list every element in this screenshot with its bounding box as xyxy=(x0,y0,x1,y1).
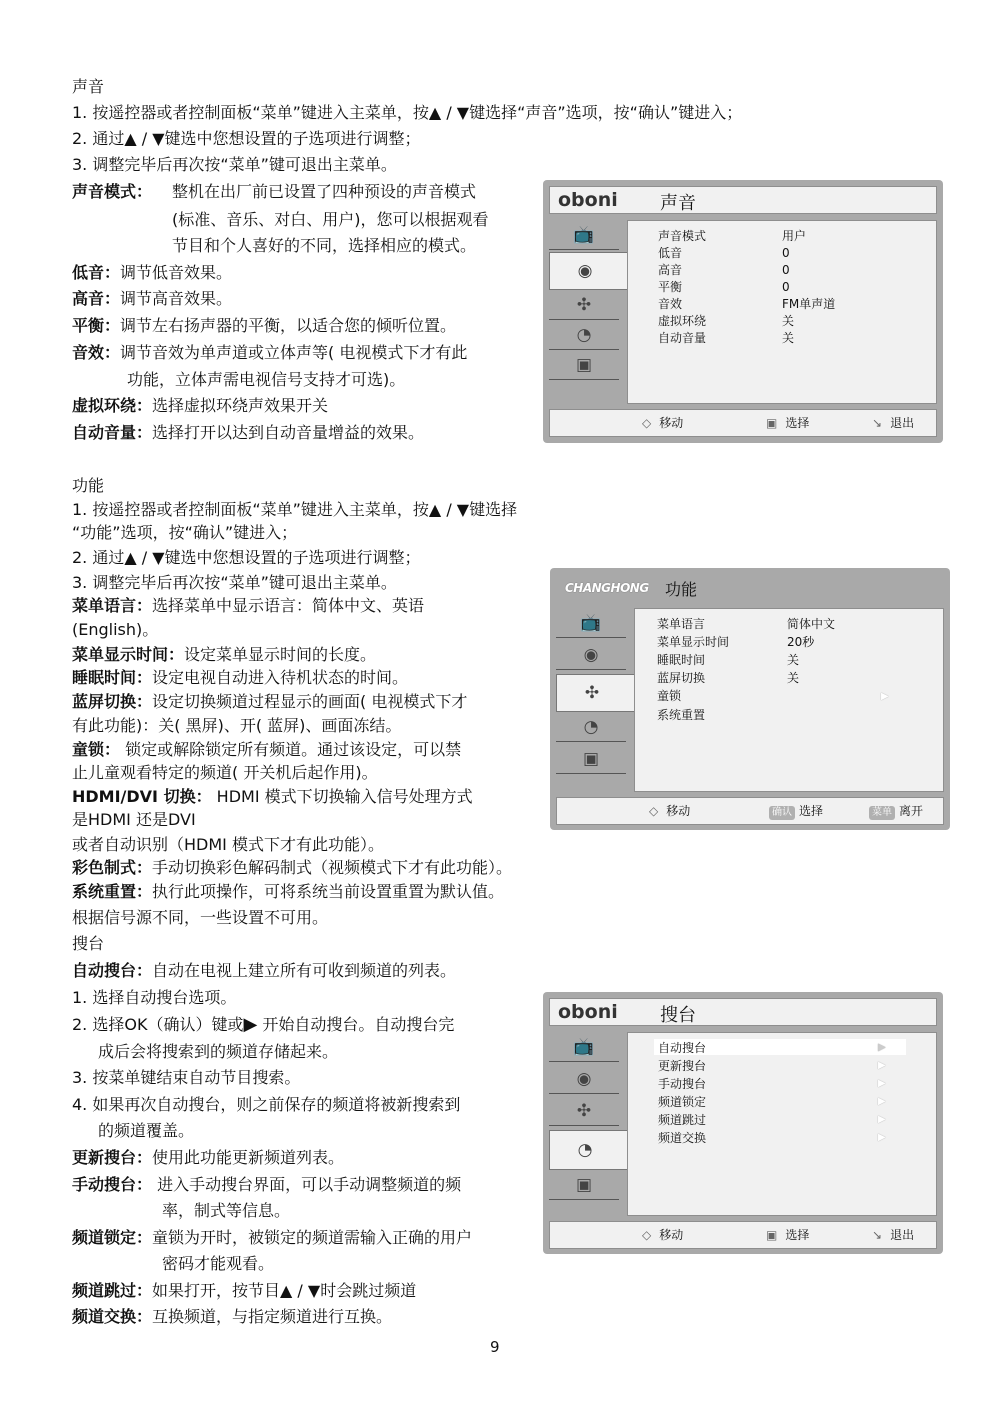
osd-search-title: 搜台 xyxy=(660,1005,696,1026)
function-step-1b: “功能”选项，按“确认”键进入； xyxy=(72,523,298,542)
menu-lang-desc-2: (English)。 xyxy=(72,620,159,639)
sound-mode-line-1: 整机在出厂前已设置了四种预设的声音模式 xyxy=(172,182,477,201)
changhong-logo: CHANGHONG xyxy=(565,581,649,595)
tools-icon: ✣ xyxy=(576,1101,592,1121)
menu-value-sound-mode: 用户 xyxy=(782,229,807,243)
osd-search-footer xyxy=(549,1221,937,1249)
system-reset-desc: 系统重置：执行此项操作，可将系统当前设置重置为默认值。 xyxy=(72,882,505,901)
updown-icon: ◇ xyxy=(642,1228,652,1242)
hdmi-desc: HDMI/DVI 切换： HDMI 模式下切换输入信号处理方式 xyxy=(72,787,473,806)
menu-item-bass[interactable]: 低音 xyxy=(658,246,683,260)
updown-icon: ◇ xyxy=(649,804,659,818)
submenu-arrow-icon: ▶ xyxy=(878,1078,886,1089)
sidebar-picture[interactable] xyxy=(556,610,626,638)
footer-select-label: 选择 xyxy=(785,416,810,430)
osd-search-header xyxy=(549,998,937,1026)
function-step-3: 3. 调整完毕后再次按“菜单”键可退出主菜单。 xyxy=(72,573,397,592)
effect-desc: 音效：调节音效为单声道或立体声等( 电视模式下才有此 xyxy=(72,343,468,362)
manual-search-desc: 手动搜台： 进入手动搜台界面，可以手动调整频道的频 xyxy=(72,1175,462,1194)
submenu-arrow-icon: ▶ xyxy=(881,691,889,702)
menu-item-channel-lock[interactable]: 频道锁定 xyxy=(658,1095,707,1109)
menu-item-sleep[interactable]: 睡眠时间 xyxy=(657,653,706,667)
sidebar-picture[interactable] xyxy=(549,1034,619,1062)
sidebar-function[interactable] xyxy=(556,674,637,712)
sidebar-channel[interactable] xyxy=(549,1130,630,1170)
menu-item-avl[interactable]: 自动音量 xyxy=(658,331,707,345)
sidebar-channel[interactable] xyxy=(549,322,619,350)
ok-icon: ▣ xyxy=(766,1228,778,1242)
sound-heading: 声音 xyxy=(72,77,105,96)
submenu-arrow-icon: ▶ xyxy=(878,1114,886,1125)
satellite-dish-icon: ◔ xyxy=(577,1140,593,1160)
menu-key-icon: 菜单 xyxy=(869,806,895,820)
search-step-4b: 的频道覆盖。 xyxy=(98,1121,195,1140)
ok-key-icon: 确认 xyxy=(769,806,795,820)
function-heading: 功能 xyxy=(72,476,105,495)
screen-icon: ▣ xyxy=(575,355,593,375)
osd-sound-header xyxy=(549,186,937,214)
speaker-icon: ◉ xyxy=(583,645,599,665)
menu-item-osd-time[interactable]: 菜单显示时间 xyxy=(657,635,730,649)
menu-value-language: 简体中文 xyxy=(787,617,836,631)
channel-swap-desc: 频道交换：互换频道，与指定频道进行互换。 xyxy=(72,1307,393,1326)
ok-icon: ▣ xyxy=(766,416,778,430)
play-icon: ▶ xyxy=(243,1014,258,1035)
menu-item-update-search[interactable]: 更新搜台 xyxy=(658,1059,707,1073)
submenu-arrow-icon: ▶ xyxy=(878,1096,886,1107)
search-step-1: 1. 选择自动搜台选项。 xyxy=(72,988,237,1007)
menu-item-balance[interactable]: 平衡 xyxy=(658,280,683,294)
avl-desc: 自动音量：选择打开以达到自动音量增益的效果。 xyxy=(72,423,425,442)
hdmi-desc-2: 是HDMI 还是DVI xyxy=(72,810,196,829)
menu-value-bass: 0 xyxy=(782,246,790,260)
sidebar-source[interactable] xyxy=(549,1172,619,1200)
menu-item-surround[interactable]: 虚拟环绕 xyxy=(658,314,707,328)
sidebar-source[interactable] xyxy=(556,746,626,774)
osd-function-menu xyxy=(550,568,950,830)
footer-select-label: 选择 xyxy=(799,804,824,818)
footer-move-label: 移动 xyxy=(666,804,691,818)
speaker-icon: ◉ xyxy=(577,261,593,281)
function-step-2: 2. 通过▲ / ▼键选中您想设置的子选项进行调整； xyxy=(72,548,421,567)
footer-move-label: 移动 xyxy=(659,416,684,430)
sound-step-1: 1. 按遥控器或者控制面板“菜单”键进入主菜单，按▲ / ▼键选择“声音”选项，按“确认”键进入； xyxy=(72,103,743,122)
osd-function-footer xyxy=(556,797,944,825)
update-search-desc: 更新搜台：使用此功能更新频道列表。 xyxy=(72,1148,345,1167)
child-lock-desc-2: 止儿童观看特定的频道( 开关机后起作用)。 xyxy=(72,763,378,782)
menu-item-blue-screen[interactable]: 蓝屏切换 xyxy=(657,671,706,685)
screen-icon: ▣ xyxy=(575,1175,593,1195)
osd-sound-menu xyxy=(543,180,943,443)
effect-desc-2: 功能，立体声需电视信号支持才可选)。 xyxy=(127,370,406,389)
submenu-arrow-icon: ▶ xyxy=(878,1042,886,1053)
menu-item-auto-search[interactable]: 自动搜台 xyxy=(658,1041,707,1055)
search-step-3: 3. 按菜单键结束自动节目搜索。 xyxy=(72,1068,301,1087)
sound-step-3: 3. 调整完毕后再次按“菜单”键可退出主菜单。 xyxy=(72,155,397,174)
menu-item-treble[interactable]: 高音 xyxy=(658,263,683,277)
osd-sound-title: 声音 xyxy=(660,193,696,214)
osd-sound-list xyxy=(627,220,937,404)
sidebar-picture[interactable] xyxy=(549,222,619,250)
channel-lock-desc-2: 密码才能观看。 xyxy=(162,1254,275,1273)
manual-search-desc-2: 率，制式等信息。 xyxy=(162,1201,291,1220)
osd-search-list xyxy=(627,1032,937,1216)
satellite-dish-icon: ◔ xyxy=(583,717,599,737)
menu-value-surround: 关 xyxy=(782,314,795,328)
channel-skip-desc: 频道跳过：如果打开，按节目▲ / ▼时会跳过频道 xyxy=(72,1281,417,1300)
blue-screen-desc: 蓝屏切换：设定切换频道过程显示的画面( 电视模式下才 xyxy=(72,692,468,711)
menu-lang-desc: 菜单语言：选择菜单中显示语言：简体中文、英语 xyxy=(72,596,425,615)
oboni-logo: oboni xyxy=(558,189,618,211)
menu-value-effect: FM单声道 xyxy=(782,297,836,311)
auto-search-desc: 自动搜台：自动在电视上建立所有可收到频道的列表。 xyxy=(72,961,457,980)
tv-icon: 📺 xyxy=(573,225,595,245)
osd-sound-footer xyxy=(549,409,937,437)
menu-item-language[interactable]: 菜单语言 xyxy=(657,617,706,631)
tools-icon: ✣ xyxy=(576,295,592,315)
back-icon: ↘ xyxy=(872,1228,883,1242)
sleep-desc: 睡眠时间：设定电视自动进入待机状态的时间。 xyxy=(72,668,409,687)
footer-select-label: 选择 xyxy=(785,1228,810,1242)
oboni-logo: oboni xyxy=(558,1001,618,1023)
sidebar-function[interactable] xyxy=(549,1098,619,1126)
menu-value-treble: 0 xyxy=(782,263,790,277)
sidebar-source[interactable] xyxy=(549,352,619,380)
menu-value-blue-screen: 关 xyxy=(787,671,800,685)
search-step-2: 2. 选择OK（确认）键或▶ 开始自动搜台。自动搜台完 xyxy=(72,1014,455,1035)
submenu-arrow-icon: ▶ xyxy=(878,1132,886,1143)
screen-icon: ▣ xyxy=(582,749,600,769)
sound-mode-line-2: (标准、音乐、对白、用户)，您可以根据观看 xyxy=(172,210,489,229)
back-icon: ↘ xyxy=(872,416,883,430)
footer-exit-label: 退出 xyxy=(890,416,915,430)
search-step-2c: 成后会将搜索到的频道存储起来。 xyxy=(98,1042,339,1061)
satellite-dish-icon: ◔ xyxy=(576,325,592,345)
color-system-desc: 彩色制式：手动切换彩色解码制式（视频模式下才有此功能）。 xyxy=(72,858,513,877)
surround-desc: 虚拟环绕：选择虚拟环绕声效果开关 xyxy=(72,396,329,415)
function-note: 根据信号源不同，一些设置不可用。 xyxy=(72,908,329,927)
osd-function-title: 功能 xyxy=(665,580,698,599)
menu-item-child-lock[interactable]: 童锁 xyxy=(657,689,682,703)
sidebar-function[interactable] xyxy=(549,292,619,320)
osd-search-menu xyxy=(543,992,943,1254)
search-step-4: 4. 如果再次自动搜台，则之前保存的频道将被新搜索到 xyxy=(72,1095,461,1114)
hdmi-desc-3: 或者自动识别（HDMI 模式下才有此功能）。 xyxy=(72,835,384,854)
tools-icon: ✣ xyxy=(584,683,600,703)
menu-value-avl: 关 xyxy=(782,331,795,345)
osd-function-list xyxy=(634,608,944,792)
footer-exit-label: 退出 xyxy=(890,1228,915,1242)
sound-mode-label: 声音模式： xyxy=(72,182,153,201)
sound-step-2: 2. 通过▲ / ▼键选中您想设置的子选项进行调整； xyxy=(72,129,421,148)
footer-move-label: 移动 xyxy=(659,1228,684,1242)
osd-time-desc: 菜单显示时间：设定菜单显示时间的长度。 xyxy=(72,645,377,664)
function-step-1a: 1. 按遥控器或者控制面板“菜单”键进入主菜单，按▲ / ▼键选择 xyxy=(72,500,518,519)
sidebar-sound[interactable] xyxy=(549,1066,619,1094)
submenu-arrow-icon: ▶ xyxy=(878,1060,886,1071)
menu-item-channel-swap[interactable]: 频道交换 xyxy=(658,1131,707,1145)
child-lock-desc: 童锁： 锁定或解除锁定所有频道。通过该设定，可以禁 xyxy=(72,740,462,759)
bass-desc: 低音：调节低音效果。 xyxy=(72,263,233,282)
menu-item-manual-search[interactable]: 手动搜台 xyxy=(658,1077,707,1091)
osd-function-header xyxy=(556,574,944,602)
sidebar-channel[interactable] xyxy=(556,714,626,742)
page-number: 9 xyxy=(490,1338,500,1356)
tv-icon: 📺 xyxy=(573,1037,595,1057)
treble-desc: 高音：调节高音效果。 xyxy=(72,289,233,308)
channel-lock-desc: 频道锁定：童锁为开时，被锁定的频道需输入正确的用户 xyxy=(72,1228,473,1247)
footer-exit-label: 离开 xyxy=(899,804,924,818)
menu-item-effect[interactable]: 音效 xyxy=(658,297,683,311)
menu-item-sound-mode[interactable]: 声音模式 xyxy=(658,229,707,243)
blue-screen-desc-2: 有此功能)：关( 黑屏)、开( 蓝屏)、画面冻结。 xyxy=(72,716,402,735)
speaker-icon: ◉ xyxy=(576,1069,592,1089)
menu-value-balance: 0 xyxy=(782,280,790,294)
menu-value-sleep: 关 xyxy=(787,653,800,667)
menu-value-osd-time: 20秒 xyxy=(787,635,815,649)
sound-mode-line-3: 节目和个人喜好的不同，选择相应的模式。 xyxy=(172,236,477,255)
updown-icon: ◇ xyxy=(642,416,652,430)
search-heading: 搜台 xyxy=(72,934,105,953)
menu-item-system-reset[interactable]: 系统重置 xyxy=(657,708,706,722)
menu-item-channel-skip[interactable]: 频道跳过 xyxy=(658,1113,707,1127)
tv-icon: 📺 xyxy=(580,613,602,633)
sidebar-sound[interactable] xyxy=(556,642,626,670)
sidebar-sound[interactable] xyxy=(549,252,630,290)
balance-desc: 平衡：调节左右扬声器的平衡，以适合您的倾听位置。 xyxy=(72,316,457,335)
